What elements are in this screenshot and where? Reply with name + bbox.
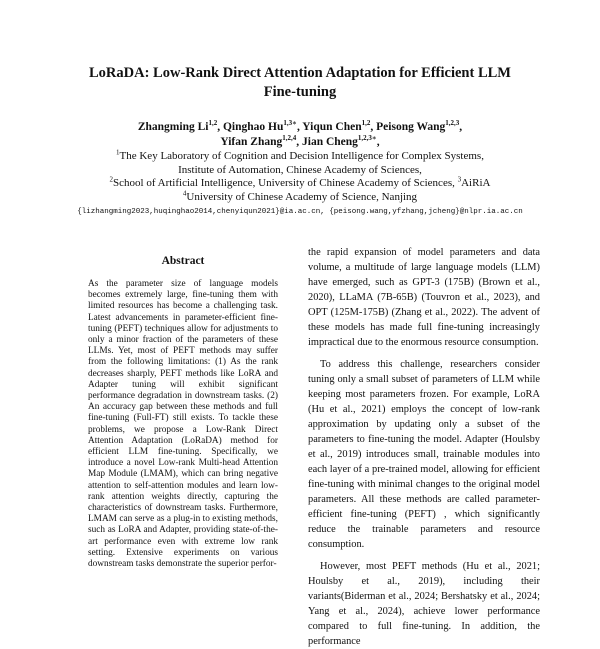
affiliation-text: University of Chinese Academy of Science, Nanjing	[186, 190, 418, 203]
author-separator: ,	[296, 136, 302, 148]
affiliation-text: AiRiA	[461, 177, 491, 189]
author-name: Zhangming Li	[137, 121, 209, 133]
author-line-1	[60, 120, 540, 135]
author-affil-marker: 1,2,4	[282, 134, 297, 143]
affiliation-2-3	[40, 177, 560, 191]
right-column-body	[308, 245, 540, 649]
paper-title	[60, 64, 540, 102]
body-paragraph-2: To address this challenge, researchers consider tuning only a small subset of parameters of LLM while keeping most parameters frozen. For example, LoRA (Hu et al., 2021) employs the concept of low-rank approximation by updating only a subset of the parameters to fine-tuning the model. Adapter (Houlsby et al., 2019) introduces small, trainable modules into each layer of a pre-trained model, allowing for efficient fine-tuning with minimal changes to the original model parameters. All these methods are called parameter-efficient fine-tuning (PEFT) , which significantly reduce the trainable parameters and resource consumption.	[308, 359, 540, 550]
affiliation-4	[40, 188, 560, 205]
author-emails: {lizhangming2023,huqinghao2014,chenyiqun2021}@ia.ac.cn, {peisong.wang,yfzhang,jcheng}@nlpr.ia.ac.cn	[77, 208, 523, 216]
title-line-2: Fine-tuning	[263, 84, 337, 100]
author-name: Yifan Zhang	[220, 136, 283, 148]
affil-marker: 1	[116, 148, 120, 157]
author-affil-marker: 1,2	[208, 119, 218, 128]
author-affil-marker: 1,3∗	[283, 119, 297, 128]
author-name: Peisong Wang	[376, 121, 446, 133]
author-separator: ,	[459, 121, 463, 133]
author-separator: ,	[217, 121, 223, 133]
author-affil-marker: 1,2,3∗	[357, 134, 377, 143]
author-name: Yiqun Chen	[302, 121, 362, 133]
affiliation-text: School of Artificial Intelligence, University of Chinese Academy of Sciences,	[113, 177, 458, 189]
body-paragraph-3: However, most PEFT methods (Hu et al., 2021; Houlsby et al., 2019), including their variants(Biderman et al., 2024; Bershatsky et al., 2024; Yang et al., 2024), achieve lower performance compared to full fine-tuning. In addition, the performance	[308, 561, 540, 647]
affiliation-text: The Key Laboratory of Cognition and Decision Intelligence for Complex Systems,	[119, 150, 484, 162]
affiliations	[40, 150, 560, 204]
affiliation-1-line-2: Institute of Automation, Chinese Academy of Sciences,	[178, 163, 422, 176]
affil-marker: 2	[109, 175, 114, 184]
affiliation-1-line-1	[40, 150, 560, 164]
affil-marker: 4	[182, 188, 187, 197]
body-paragraph-1: the rapid expansion of model parameters and data volume, a multitude of large language models (LLM) have emerged, such as GPT-3 (175B) (Brown et al., 2020), LLaMA (7B-65B) (Touvron et al., 2023), and OPT (125M-175B) (Zhang et al., 2022). The advent of these models has made full fine-tuning increasingly impractical due to the enormous resource consumption.	[308, 247, 540, 348]
author-list	[60, 120, 540, 150]
author-affil-marker: 1,2	[361, 119, 371, 128]
author-line-2	[60, 135, 540, 150]
abstract-heading: Abstract	[161, 255, 205, 267]
abstract-body: As the parameter size of language models becomes extremely large, fine-tuning them with limited resources has become a challenging task. Latest advancements in parameter-efficient fine-tuning (PEFT) techniques allow for adjustments to only a minor fraction of the parameters of these LLMs. Yet, most of PEFT methods may suffer from the following limitations: (1) As the rank decreases sharply, PEFT methods like LoRA and Adapter tuning will exhibit significant performance degradation in downstream tasks. (2) An accuracy gap between these methods and full fine-tuning (Full-FT) still exists. To tackle these problems, we propose a Low-Rank Direct Attention Adaptation (LoRaDA) method for efficient LLM fine-tuning. Specifically, we introduce a novel Low-rank Multi-head Attention Map Module (LMAM), which can bring negative attention to self-attention modules and learn low-rank attention weights directly, capturing the characteristics of downstream tasks. Furthermore, LMAM can serve as a plug-in to existing methods, such as LoRA and Adapter, providing state-of-the-art performance even with extreme low rank setting. Extensive experiments on various downstream tasks demonstrate the superior perfor-	[88, 279, 278, 570]
author-separator: ,	[296, 121, 303, 133]
author-separator: ,	[370, 121, 377, 133]
title-line-1: LoRaDA: Low-Rank Direct Attention Adaptation for Efficient LLM	[89, 65, 511, 81]
author-name: Qinghao Hu	[222, 121, 284, 133]
author-name: Jian Cheng	[302, 136, 358, 148]
affil-marker: 3	[457, 175, 462, 184]
author-separator: ,	[376, 136, 380, 148]
author-affil-marker: 1,2,3	[445, 119, 460, 128]
